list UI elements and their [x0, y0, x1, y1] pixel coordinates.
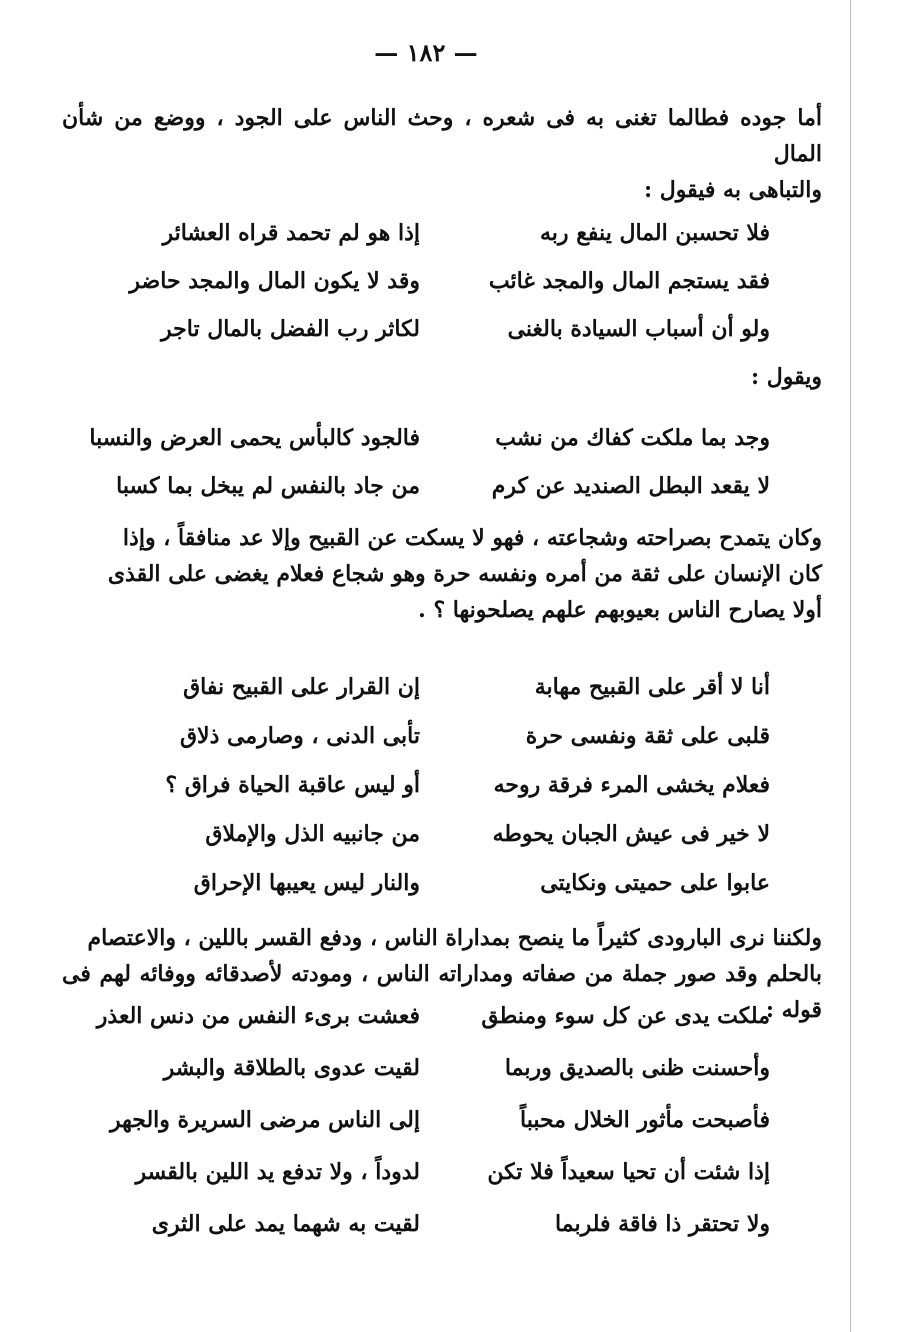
- margin-line: [850, 0, 851, 1332]
- first-hemistich: ملكت يدى عن كل سوء ومنطق: [481, 1003, 770, 1029]
- second-hemistich: لقيت به شهما يمد على الثرى: [151, 1211, 420, 1237]
- first-hemistich: وأحسنت ظنى بالصديق وربما: [504, 1055, 770, 1081]
- second-hemistich: تأبى الدنى ، وصارمى ذلاق: [179, 723, 420, 749]
- verse-line: [70, 1003, 770, 1053]
- first-hemistich: وجد بما ملكت كفاك من نشب: [495, 425, 770, 451]
- second-hemistich: إلى الناس مرضى السريرة والجهر: [109, 1107, 420, 1133]
- verse-line: [70, 473, 770, 523]
- section-label: ويقول :: [750, 364, 822, 390]
- verse-line: [70, 1055, 770, 1105]
- paragraph-2: [62, 520, 822, 628]
- paragraph-line: كان الإنسان على ثقة من أمره ونفسه حرة وهو شجاع فعلام يغضى على القذى: [107, 561, 822, 587]
- verse-line: [70, 870, 770, 920]
- first-hemistich: أنا لا أقر على القبيح مهابة: [534, 674, 770, 700]
- second-hemistich: والنار ليس يعيبها الإحراق: [193, 870, 420, 896]
- paragraph-line: أما جوده فطالما تغنى به فى شعره ، وحث الناس على الجود ، ووضع من شأن المال: [62, 105, 822, 167]
- second-hemistich: فالجود كالبأس يحمى العرض والنسبا: [89, 425, 420, 451]
- paragraph-line: وكان يتمدح بصراحته وشجاعته ، فهو لا يسكت عن القبيح وإلا عد منافقاً ، وإذا: [122, 525, 822, 551]
- first-hemistich: فعلام يخشى المرء فرقة روحه: [493, 772, 770, 798]
- paragraph-line: بالحلم وقد صور جملة من صفاته ومداراته الناس ، ومودته لأصدقائه ووفائه لهم فى قوله :: [62, 961, 822, 1023]
- first-hemistich: لا يقعد البطل الصنديد عن كرم: [491, 473, 770, 499]
- first-hemistich: عابوا على حميتى ونكايتى: [540, 870, 770, 896]
- verse-line: [70, 674, 770, 724]
- first-hemistich: فأصبحت مأثور الخلال محبباً: [519, 1107, 770, 1133]
- second-hemistich: وقد لا يكون المال والمجد حاضر: [129, 268, 420, 294]
- verse-line: [70, 1159, 770, 1209]
- second-hemistich: من جاد بالنفس لم يبخل بما كسبا: [116, 473, 420, 499]
- second-hemistich: إن القرار على القبيح نفاق: [183, 674, 420, 700]
- first-hemistich: لا خير فى عيش الجبان يحوطه: [492, 821, 770, 847]
- second-hemistich: من جانبيه الذل والإملاق: [205, 821, 420, 847]
- first-hemistich: ولا تحتقر ذا فاقة فلربما: [555, 1211, 770, 1237]
- first-hemistich: ولو أن أسباب السيادة بالغنى: [507, 316, 770, 342]
- second-hemistich: فعشت برىء النفس من دنس العذر: [96, 1003, 420, 1029]
- verse-line: [70, 316, 770, 366]
- verse-line: [70, 723, 770, 773]
- verse-line: [70, 220, 770, 270]
- verse-line: [70, 821, 770, 871]
- page-number: — ١٨٢ —: [374, 38, 478, 67]
- first-hemistich: فقد يستجم المال والمجد غائب: [488, 268, 770, 294]
- verse-line: [70, 268, 770, 318]
- first-hemistich: فلا تحسبن المال ينفع ربه: [540, 220, 770, 246]
- verse-line: [70, 425, 770, 475]
- second-hemistich: لقيت عدوى بالطلاقة والبشر: [163, 1055, 420, 1081]
- paragraph-line: أولا يصارح الناس بعيوبهم علهم يصلحونها ؟ .: [418, 597, 822, 623]
- first-hemistich: قلبى على ثقة ونفسى حرة: [525, 723, 770, 749]
- verse-line: [70, 1211, 770, 1261]
- paragraph-1: [62, 100, 822, 208]
- paragraph-line: ولكننا نرى البارودى كثيراً ما ينصح بمداراة الناس ، ودفع القسر باللين ، والاعتصام: [87, 925, 822, 951]
- paragraph-line: والتباهى به فيقول :: [643, 177, 822, 203]
- second-hemistich: لدوداً ، ولا تدفع يد اللين بالقسر: [135, 1159, 420, 1185]
- verse-line: [70, 772, 770, 822]
- second-hemistich: إذا هو لم تحمد قراه العشائر: [162, 220, 420, 246]
- verse-line: [70, 1107, 770, 1157]
- second-hemistich: أو ليس عاقبة الحياة فراق ؟: [165, 772, 420, 798]
- first-hemistich: إذا شئت أن تحيا سعيداً فلا تكن: [487, 1159, 770, 1185]
- second-hemistich: لكاثر رب الفضل بالمال تاجر: [161, 316, 420, 342]
